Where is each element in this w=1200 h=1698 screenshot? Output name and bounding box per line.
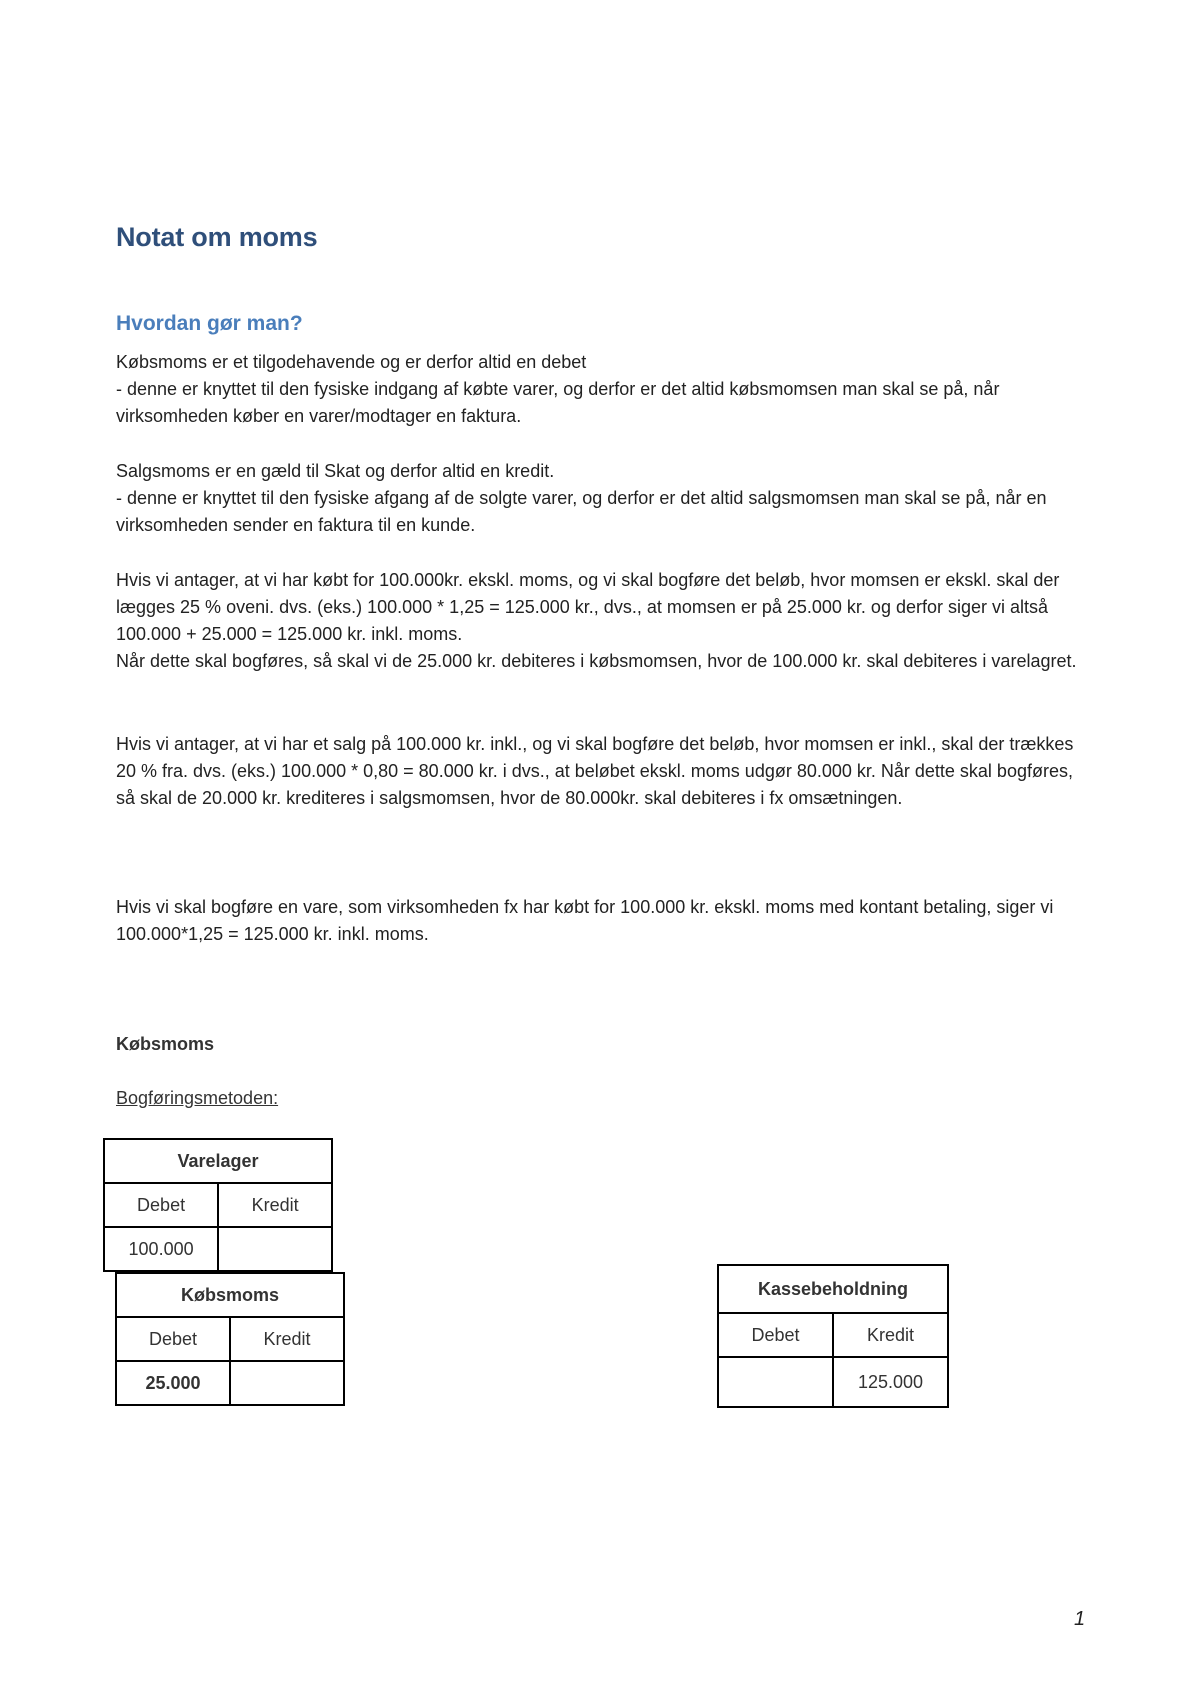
debet-value: 25.000	[116, 1361, 230, 1405]
page-number: 1	[1074, 1608, 1086, 1630]
paragraph-example-cash	[116, 894, 1096, 948]
t-account-koebsmoms	[115, 1272, 345, 1406]
paragraph-line: Hvis vi antager, at vi har et salg på 100.000 kr. inkl., og vi skal bogføre det beløb, hvor momsen er inkl., skal der trækkes 20 % fra. dvs. (eks.) 100.000 * 0,80 = 80.000 kr. i dvs., at beløbet ekskl. moms udgør 80.000 kr. Når dette skal bogføres, så skal de 20.000 kr. krediteres i salgsmomsen, hvor de 80.000kr. skal debiteres i fx omsætningen.	[116, 734, 1074, 808]
paragraph-line: Salgsmoms er en gæld til Skat og derfor altid en kredit.	[116, 461, 555, 481]
document-title: Notat om moms	[116, 222, 318, 252]
kredit-value: 125.000	[833, 1357, 948, 1407]
kredit-header: Kredit	[230, 1317, 344, 1361]
section-heading: Hvordan gør man?	[116, 312, 303, 335]
debet-value: 100.000	[104, 1227, 218, 1271]
paragraph-line: Hvis vi antager, at vi har købt for 100.000kr. ekskl. moms, og vi skal bogføre det beløb, hvor momsen er ekskl. skal der lægges 25 % oveni. dvs. (eks.) 100.000 * 1,25 = 125.000 kr., dvs., at momsen er på 25.000 kr. og derfor siger vi altså 100.000 + 25.000 = 125.000 kr. inkl. moms.	[116, 570, 1060, 644]
paragraph-line: - denne er knyttet til den fysiske afgang af de solgte varer, og derfor er det altid salgsmomsen man skal se på, når en virksomheden sender en faktura til en kunde.	[116, 488, 1047, 535]
kredit-value	[230, 1361, 344, 1405]
method-label: Bogføringsmetoden:	[116, 1088, 279, 1108]
paragraph-example-purchase	[116, 567, 1096, 675]
account-name: Kassebeholdning	[718, 1265, 948, 1313]
kredit-header: Kredit	[833, 1313, 948, 1357]
t-account-kassebeholdning	[717, 1264, 949, 1408]
koebsmoms-label: Købsmoms	[116, 1034, 215, 1054]
debet-header: Debet	[104, 1183, 218, 1227]
paragraph-line: Hvis vi skal bogføre en vare, som virksomheden fx har købt for 100.000 kr. ekskl. moms med kontant betaling, siger vi 100.000*1,25 = 125.000 kr. inkl. moms.	[116, 897, 1054, 944]
paragraph-line: Når dette skal bogføres, så skal vi de 25.000 kr. debiteres i købsmomsen, hvor de 100.000 kr. skal debiteres i varelagret.	[116, 651, 1077, 671]
debet-header: Debet	[718, 1313, 833, 1357]
paragraph-line: Købsmoms er et tilgodehavende og er derfor altid en debet	[116, 352, 587, 372]
debet-header: Debet	[116, 1317, 230, 1361]
paragraph-example-sale	[116, 731, 1096, 812]
paragraph-salgsmoms	[116, 458, 1096, 539]
paragraph-koebsmoms	[116, 349, 1096, 430]
debet-value	[718, 1357, 833, 1407]
account-name: Varelager	[104, 1139, 332, 1183]
kredit-header: Kredit	[218, 1183, 332, 1227]
paragraph-line: - denne er knyttet til den fysiske indgang af købte varer, og derfor er det altid købsmomsen man skal se på, når virksomheden køber en varer/modtager en faktura.	[116, 379, 1000, 426]
t-account-varelager	[103, 1138, 333, 1272]
account-name: Købsmoms	[116, 1273, 344, 1317]
kredit-value	[218, 1227, 332, 1271]
